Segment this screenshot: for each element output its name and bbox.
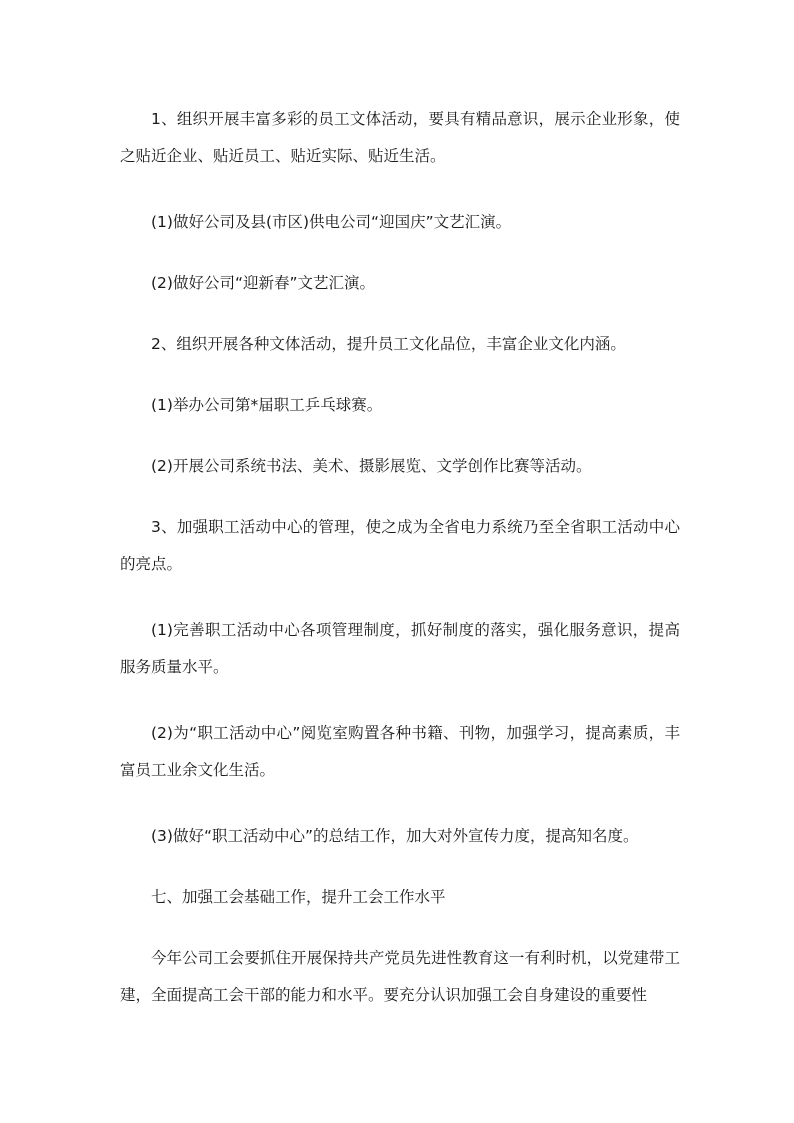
paragraph-4: 2、组织开展各种文体活动，提升员工文化品位，丰富企业文化内涵。 <box>151 335 626 353</box>
paragraph-3: (2)做好公司“迎新春”文艺汇演。 <box>151 274 376 292</box>
paragraph-5: (1)举办公司第*届职工乒乓球赛。 <box>151 396 383 414</box>
paragraph-2: (1)做好公司及县(市区)供电公司“迎国庆”文艺汇演。 <box>151 213 512 231</box>
paragraph-1: 1、组织开展丰富多彩的员工文体活动，要具有精品意识，展示企业形象，使之贴近企业、贴近员工、贴近实际、贴近生活。 <box>120 110 680 165</box>
paragraph-8: (1)完善职工活动中心各项管理制度，抓好制度的落实，强化服务意识，提高服务质量水平。 <box>120 621 680 676</box>
paragraph-6: (2)开展公司系统书法、美术、摄影展览、文学创作比赛等活动。 <box>151 457 592 475</box>
section-heading: 七、加强工会基础工作，提升工会工作水平 <box>151 888 446 906</box>
paragraph-9: (2)为“职工活动中心”阅览室购置各种书籍、刊物，加强学习，提高素质，丰富员工业余文化生活。 <box>120 724 680 779</box>
document-body <box>120 101 680 1043</box>
paragraph-10: (3)做好“职工活动中心”的总结工作，加大对外宣传力度，提高知名度。 <box>151 827 639 845</box>
paragraph-12: 今年公司工会要抓住开展保持共产党员先进性教育这一有利时机，以党建带工建，全面提高工会干部的能力和水平。要充分认识加强工会自身建设的重要性 <box>120 949 680 1004</box>
paragraph-7: 3、加强职工活动中心的管理，使之成为全省电力系统乃至全省职工活动中心的亮点。 <box>120 518 680 573</box>
